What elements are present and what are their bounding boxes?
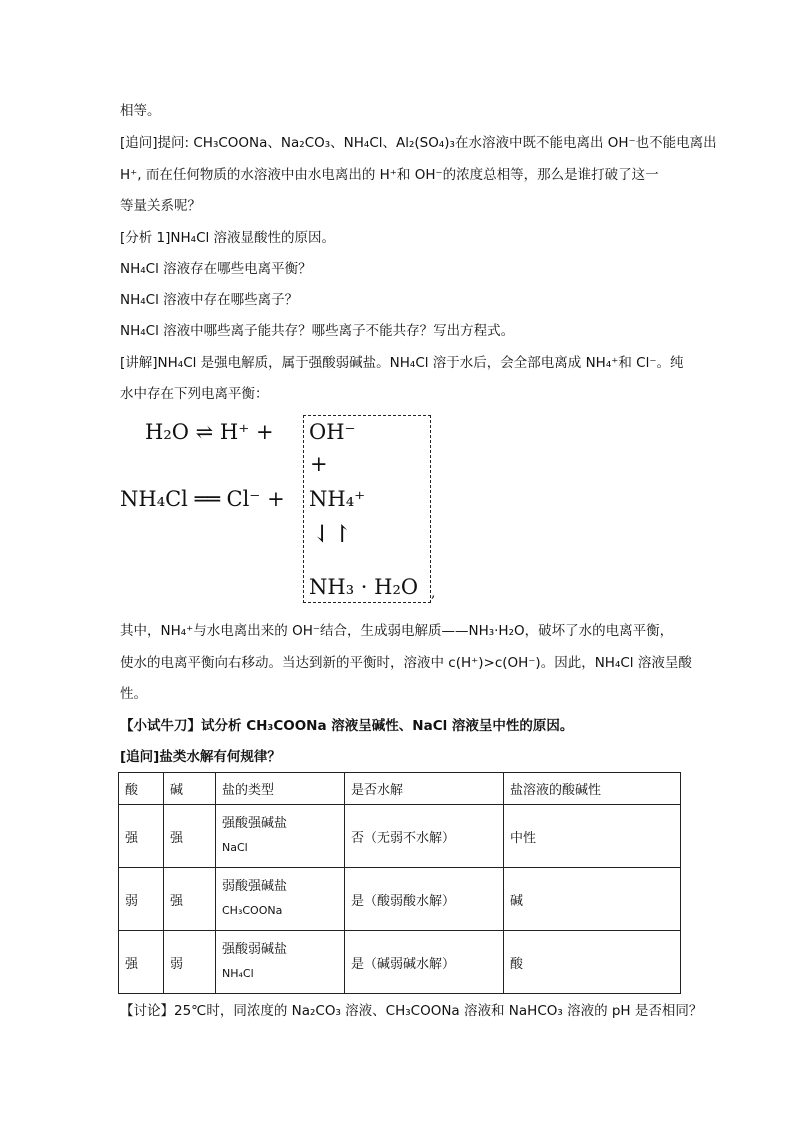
text-line-13: 性。 (120, 686, 147, 702)
text-line-8: NH₄Cl 溶液中哪些离子能共存？哪些离子不能共存？写出方程式。 (120, 323, 515, 339)
text-line-16: 【讨论】25℃时，同浓度的 Na₂CO₃ 溶液、CH₃COONa 溶液和 NaHCO₃ 溶液的 pH 是否相同？ (120, 1003, 703, 1019)
cell-base: 强 (164, 805, 216, 868)
header-acid: 酸 (119, 773, 164, 805)
table-header-row (119, 773, 681, 805)
text-line-9: [讲解]NH₄Cl 是强电解质，属于强酸弱碱盐。NH₄Cl 溶于水后，会全部电离成 NH₄⁺和 Cl⁻。纯 (120, 355, 684, 371)
plus-sign: + (310, 452, 328, 476)
cell-hydrolysis: 是（酸弱酸水解） (345, 868, 504, 931)
text-line-14: 【小试牛刀】试分析 CH₃COONa 溶液呈碱性、NaCl 溶液呈中性的原因。 (120, 718, 574, 734)
text-line-2: [追问]提问: CH₃COONa、Na₂CO₃、NH₄Cl、Al₂(SO₄)₃在水溶液中既不能电离出 OH⁻也不能电离出 (120, 135, 717, 151)
cell-acid: 强 (119, 931, 164, 994)
hydroxide-ion: OH⁻ (309, 420, 356, 444)
table-row (119, 805, 681, 868)
table-row (119, 868, 681, 931)
equilibrium-arrow-icon: ⇃↾ (312, 520, 353, 548)
header-base: 碱 (164, 773, 216, 805)
salt-example: NH₄Cl (222, 967, 254, 980)
header-hydrolysis: 是否水解 (345, 773, 504, 805)
cell-nature: 碱 (504, 868, 681, 931)
table-row (119, 931, 681, 994)
cell-nature: 酸 (504, 931, 681, 994)
cell-base: 弱 (164, 931, 216, 994)
text-line-12: 使水的电离平衡向右移动。当达到新的平衡时，溶液中 c(H⁺)>c(OH⁻)。因此，NH₄Cl 溶液呈酸 (120, 655, 692, 671)
salt-type-label: 强酸弱碱盐 (222, 942, 288, 957)
cell-nature: 中性 (504, 805, 681, 868)
salt-example: NaCl (222, 841, 248, 854)
text-line-5: [分析 1]NH₄Cl 溶液显酸性的原因。 (120, 230, 336, 246)
text-line-6: NH₄Cl 溶液存在哪些电离平衡？ (120, 261, 312, 277)
cell-acid: 弱 (119, 868, 164, 931)
text-line-15: [追问]盐类水解有何规律？ (120, 749, 281, 765)
ammonium-ion: NH₄⁺ (309, 487, 366, 511)
text-line-3: H⁺, 而在任何物质的水溶液中由水电离出的 H⁺和 OH⁻的浓度总相等，那么是谁打破了这一 (120, 167, 659, 183)
salt-type-label: 弱酸强碱盐 (222, 879, 288, 894)
text-line-10: 水中存在下列电离平衡： (120, 386, 269, 402)
salt-ionization: NH₄Cl ══ Cl⁻ + (120, 487, 285, 511)
header-solution-nature: 盐溶液的酸碱性 (504, 773, 681, 805)
cell-acid: 强 (119, 805, 164, 868)
water-ionization: H₂O ⇌ H⁺ + (145, 420, 274, 444)
text-line-11: 其中，NH₄⁺与水电离出来的 OH⁻结合，生成弱电解质——NH₃·H₂O，破坏了水的电离平衡， (120, 623, 674, 639)
header-salt-type: 盐的类型 (216, 773, 345, 805)
cell-hydrolysis: 是（碱弱碱水解） (345, 931, 504, 994)
cell-base: 强 (164, 868, 216, 931)
cell-hydrolysis: 否（无弱不水解） (345, 805, 504, 868)
text-line-1: 相等。 (120, 103, 161, 119)
text-line-7: NH₄Cl 溶液中存在哪些离子？ (120, 292, 299, 308)
ammonia-hydrate: NH₃ · H₂O (309, 575, 419, 599)
cell-salt-type (216, 931, 345, 994)
trailing-comma: , (431, 585, 436, 601)
salt-type-label: 强酸强碱盐 (222, 816, 288, 831)
text-line-4: 等量关系呢？ (120, 198, 201, 214)
salt-example: CH₃COONa (222, 904, 283, 917)
cell-salt-type (216, 805, 345, 868)
hydrolysis-rules-table (118, 772, 681, 994)
cell-salt-type (216, 868, 345, 931)
